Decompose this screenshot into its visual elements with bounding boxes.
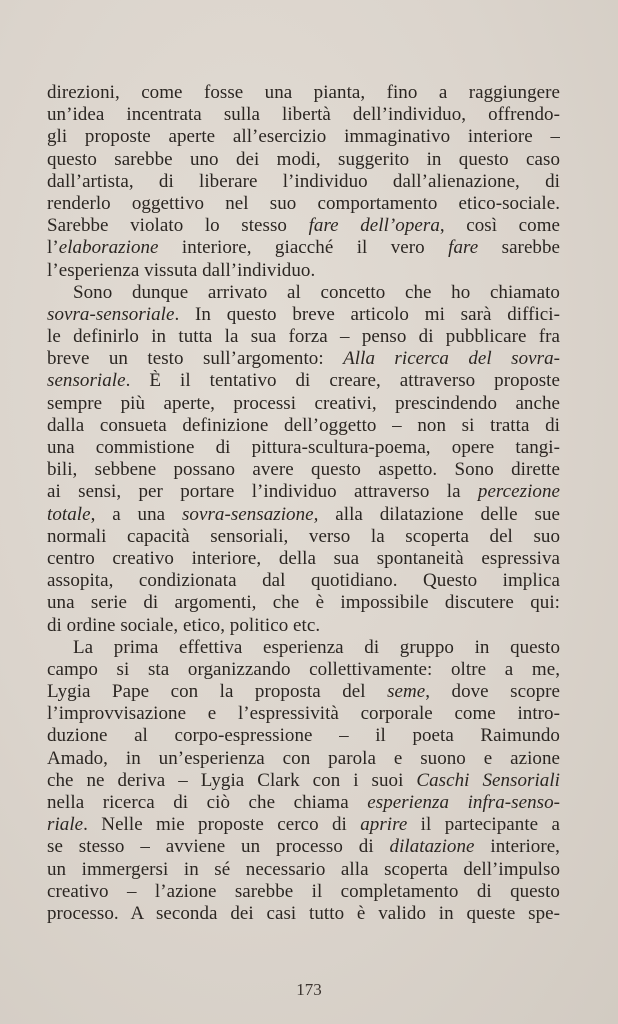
- italic-text: elaborazione: [58, 237, 159, 259]
- text-segment: bili, sebbene possano avere questo aspetto. Sono dirette: [47, 459, 560, 481]
- text-segment: , a una: [90, 503, 182, 525]
- text-line: [47, 548, 560, 570]
- text-line: [47, 703, 560, 725]
- text-line: [47, 393, 560, 415]
- text-line: [47, 104, 560, 126]
- text-segment: che ne deriva – Lygia Clark con i suoi: [47, 769, 417, 791]
- text-line: [47, 193, 560, 215]
- text-segment: una serie di argomenti, che è impossibile discutere qui:: [47, 592, 560, 614]
- text-segment: , dove scopre: [425, 681, 560, 703]
- body-text: [47, 82, 560, 925]
- text-line: [47, 348, 560, 370]
- text-line: [47, 592, 560, 614]
- italic-text: seme: [387, 681, 426, 703]
- text-segment: Amado, in un’esperienza con parola e suono e azione: [47, 747, 560, 769]
- text-segment: sempre più aperte, processi creativi, prescindendo anche: [47, 392, 560, 414]
- text-segment: breve un testo sull’argomento:: [47, 348, 344, 370]
- text-line: [47, 903, 560, 925]
- italic-text: aprire: [360, 814, 408, 836]
- text-segment: sarebbe: [478, 237, 560, 259]
- italic-text: sensoriale: [47, 370, 126, 392]
- italic-text: dilatazione: [389, 836, 475, 858]
- text-line: [47, 126, 560, 148]
- text-line: [47, 836, 560, 858]
- text-line: [47, 681, 560, 703]
- text-line: [47, 526, 560, 548]
- text-line: [47, 237, 560, 259]
- text-segment: La prima effettiva esperienza di gruppo in questo: [73, 636, 560, 658]
- text-line: [47, 215, 560, 237]
- text-line: [47, 637, 560, 659]
- text-segment: . Nelle mie proposte cerco di: [83, 814, 361, 836]
- text-segment: creativo – l’azione sarebbe il completamento di questo: [47, 880, 560, 902]
- text-segment: l’improvvisazione e l’espressività corporale come intro-: [47, 703, 560, 725]
- text-segment: , così come: [439, 215, 560, 237]
- text-segment: se stesso – avviene un processo di: [47, 836, 390, 858]
- italic-text: esperienza infra-senso-: [367, 792, 560, 813]
- text-line: [47, 171, 560, 193]
- text-segment: . È il tentativo di creare, attraverso proposte: [125, 370, 560, 392]
- text-line: [47, 459, 560, 481]
- text-line: [47, 748, 560, 770]
- text-segment: dall’artista, di liberare l’individuo dall’alienazione, di: [47, 170, 560, 192]
- text-segment: un’idea incentrata sulla libertà dell’individuo, offrendo-: [47, 104, 560, 126]
- italic-text: totale: [47, 503, 91, 525]
- text-segment: centro creativo interiore, della sua spontaneità espressiva: [47, 547, 560, 569]
- text-segment: interiore,: [474, 836, 560, 858]
- text-segment: Lygia Pape con la proposta del: [47, 681, 388, 703]
- text-segment: le definirlo in tutta la sua forza – penso di pubblicare fra: [47, 326, 560, 348]
- text-segment: direzioni, come fosse una pianta, fino a raggiungere: [47, 82, 560, 103]
- text-segment: normali capacità sensoriali, verso la scoperta del suo: [47, 525, 560, 547]
- text-segment: assopita, condizionata dal quotidiano. Questo implica: [47, 570, 560, 592]
- text-segment: gli proposte aperte all’esercizio immaginativo interiore –: [47, 126, 560, 148]
- text-line: [47, 415, 560, 437]
- italic-text: sovra-sensoriale: [47, 303, 175, 325]
- text-segment: processo. A seconda dei casi tutto è valido in queste spe-: [47, 902, 560, 924]
- text-segment: l’esperienza vissuta dall’individuo.: [47, 259, 316, 281]
- text-line: [47, 149, 560, 171]
- italic-text: riale: [47, 814, 84, 836]
- text-segment: campo si sta organizzando collettivamente: oltre a me,: [47, 658, 560, 680]
- text-segment: ai sensi, per portare l’individuo attraverso la: [47, 481, 478, 503]
- text-segment: . In questo breve articolo mi sarà diffici-: [174, 303, 560, 325]
- italic-text: sovra-sensazione,: [181, 503, 319, 525]
- text-segment: l’: [47, 237, 59, 259]
- italic-text: percezione: [477, 481, 560, 503]
- text-segment: dalla consueta definizione dell’oggetto – non si tratta di: [47, 414, 560, 436]
- text-line: [47, 814, 560, 836]
- text-segment: renderlo oggettivo nel suo comportamento etico-sociale.: [47, 192, 560, 214]
- text-segment: il partecipante a: [407, 814, 560, 836]
- text-line: [47, 260, 560, 282]
- italic-text: fare: [448, 237, 479, 259]
- text-segment: Sono dunque arrivato al concetto che ho chiamato: [73, 281, 560, 303]
- text-line: [47, 437, 560, 459]
- text-segment: questo sarebbe uno dei modi, suggerito in questo caso: [47, 148, 560, 170]
- page-number: 173: [296, 980, 322, 999]
- text-line: [47, 859, 560, 881]
- text-segment: duzione al corpo-espressione – il poeta Raimundo: [47, 725, 560, 747]
- text-segment: un immergersi in sé necessario alla scoperta dell’impulso: [47, 858, 560, 880]
- text-line: [47, 82, 560, 104]
- text-segment: una commistione di pittura-scultura-poema, opere tangi-: [47, 437, 560, 458]
- text-line: [47, 570, 560, 592]
- text-segment: di ordine sociale, etico, politico etc.: [47, 614, 321, 636]
- text-line: [47, 770, 560, 792]
- text-line: [47, 481, 560, 503]
- text-line: [47, 282, 560, 304]
- text-line: [47, 725, 560, 747]
- text-line: [47, 615, 560, 637]
- text-line: [47, 370, 560, 392]
- text-segment: alla dilatazione delle sue: [318, 503, 560, 525]
- text-line: [47, 326, 560, 348]
- text-segment: interiore, giacché il vero: [158, 237, 449, 259]
- text-line: [47, 504, 560, 526]
- italic-text: Caschi Sensoriali: [416, 769, 560, 791]
- text-line: [47, 659, 560, 681]
- text-line: [47, 792, 560, 814]
- text-segment: Sarebbe violato lo stesso: [47, 215, 309, 237]
- text-line: [47, 881, 560, 903]
- text-line: [47, 304, 560, 326]
- text-segment: nella ricerca di ciò che chiama: [47, 792, 368, 813]
- italic-text: fare dell’opera: [308, 215, 440, 237]
- italic-text: Alla ricerca del sovra-: [343, 348, 560, 370]
